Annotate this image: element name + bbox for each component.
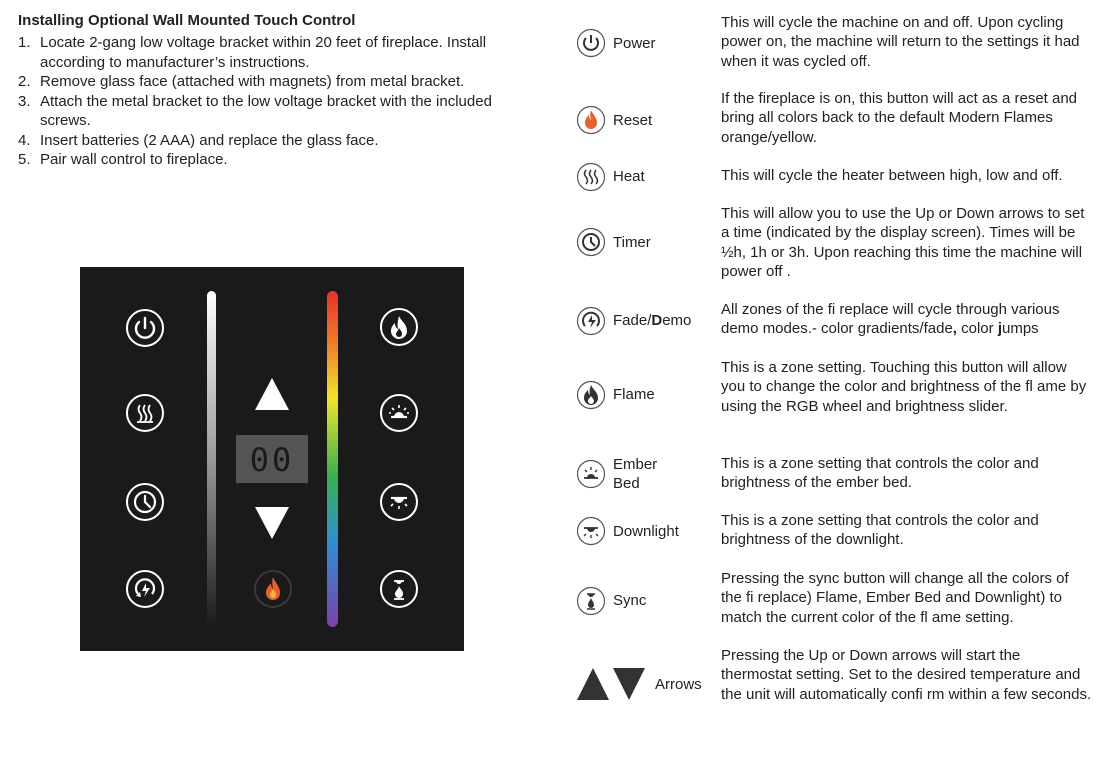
display-digits: 00 — [249, 441, 295, 479]
legend-label-sync: Sync — [613, 592, 647, 609]
legend-desc-reset: If the fireplace is on, this button will act as a reset and bring all colors back to the default Modern Flames orange/yellow. — [721, 90, 1078, 146]
legend-desc-timer: This will allow you to use the Up or Down arrows to set a time (indicated by the display screen). Times will be ½h, 1h or 3h. Upon reaching this time the machine will power off . — [721, 205, 1085, 281]
panel-heat-button[interactable] — [126, 394, 164, 432]
step-item: 4. Insert batteries (2 AAA) and replace the glass face. — [18, 131, 379, 149]
legend-desc-arrows: Pressing the Up or Down arrows will start the thermostat setting. Set to the desired temperature and the unit will automatically confi rm within a few seconds. — [721, 647, 1092, 703]
display-screen — [236, 435, 308, 483]
panel-sync-button[interactable] — [380, 570, 418, 608]
legend-label-heat: Heat — [613, 168, 645, 185]
flame-icon — [576, 380, 606, 410]
panel-down-arrow-icon[interactable] — [254, 506, 290, 540]
timer-icon — [576, 227, 606, 257]
panel-flame-button[interactable] — [380, 308, 418, 346]
legend-label-flame: Flame — [613, 386, 655, 403]
timer-icon — [128, 485, 162, 519]
power-icon — [128, 311, 162, 345]
panel-reset-button[interactable] — [253, 569, 293, 609]
legend-desc-downlight: This is a zone setting that controls the color and brightness of the downlight. — [721, 512, 1039, 549]
panel-timer-button[interactable] — [126, 483, 164, 521]
panel-power-button[interactable] — [126, 309, 164, 347]
panel-ember-bed-button[interactable] — [380, 394, 418, 432]
legend-label-arrows: Arrows — [655, 676, 702, 693]
power-icon — [576, 28, 606, 58]
flame-icon — [382, 310, 416, 344]
arrows-icon — [576, 667, 646, 701]
step-item: 3. Attach the metal bracket to the low voltage bracket with the included screws. — [18, 92, 492, 129]
step-item: 1. Locate 2-gang low voltage bracket within 20 feet of fireplace. Install according to manufacturer’s instructions. — [18, 34, 487, 71]
reset-flame-icon — [576, 105, 606, 135]
legend-label-reset: Reset — [613, 112, 653, 129]
section-title: Installing Optional Wall Mounted Touch Control — [18, 12, 356, 29]
legend-label-downlight: Downlight — [613, 523, 679, 540]
legend-label-fade-demo: Fade/Demo — [613, 312, 692, 329]
legend-desc-fade-demo: All zones of the fi replace will cycle through various demo modes.- color gradients/fade, color jumps — [721, 301, 1060, 338]
heat-icon — [576, 162, 606, 192]
legend-desc-flame: This is a zone setting. Touching this button will allow you to change the color and brightness of the fl ame by using the RGB wheel and brightness slider. — [721, 359, 1087, 415]
brightness-slider[interactable] — [207, 291, 216, 627]
downlight-icon — [382, 485, 416, 519]
color-slider[interactable] — [327, 291, 338, 627]
step-item: 2. Remove glass face (attached with magnets) from metal bracket. — [18, 73, 465, 90]
sync-icon — [382, 572, 416, 606]
legend-desc-power: This will cycle the machine on and off. Upon cycling power on, the machine will return to the settings it had when it was cycled off. — [721, 14, 1080, 70]
fade-demo-icon — [576, 306, 606, 336]
legend-label-ember-bed: Ember Bed — [613, 456, 658, 492]
ember-bed-icon — [382, 396, 416, 430]
panel-downlight-button[interactable] — [380, 483, 418, 521]
installation-steps — [18, 33, 543, 170]
legend-desc-sync: Pressing the sync button will change all the colors of the fi replace) Flame, Ember Bed and Downlight) to match the current color of the fl ame setting. — [721, 570, 1069, 626]
legend-desc-ember-bed: This is a zone setting that controls the color and brightness of the ember bed. — [721, 455, 1039, 492]
legend-desc-heat: This will cycle the heater between high, low and off. — [721, 167, 1063, 184]
step-item: 5. Pair wall control to fireplace. — [18, 151, 228, 168]
panel-fade-demo-button[interactable] — [126, 570, 164, 608]
panel-up-arrow-icon[interactable] — [254, 377, 290, 411]
sync-icon — [576, 586, 606, 616]
fade-demo-icon — [128, 572, 162, 606]
ember-bed-icon — [576, 459, 606, 489]
downlight-icon — [576, 516, 606, 546]
heat-icon — [128, 396, 162, 430]
legend-label-timer: Timer — [613, 234, 651, 251]
legend-label-power: Power — [613, 35, 656, 52]
